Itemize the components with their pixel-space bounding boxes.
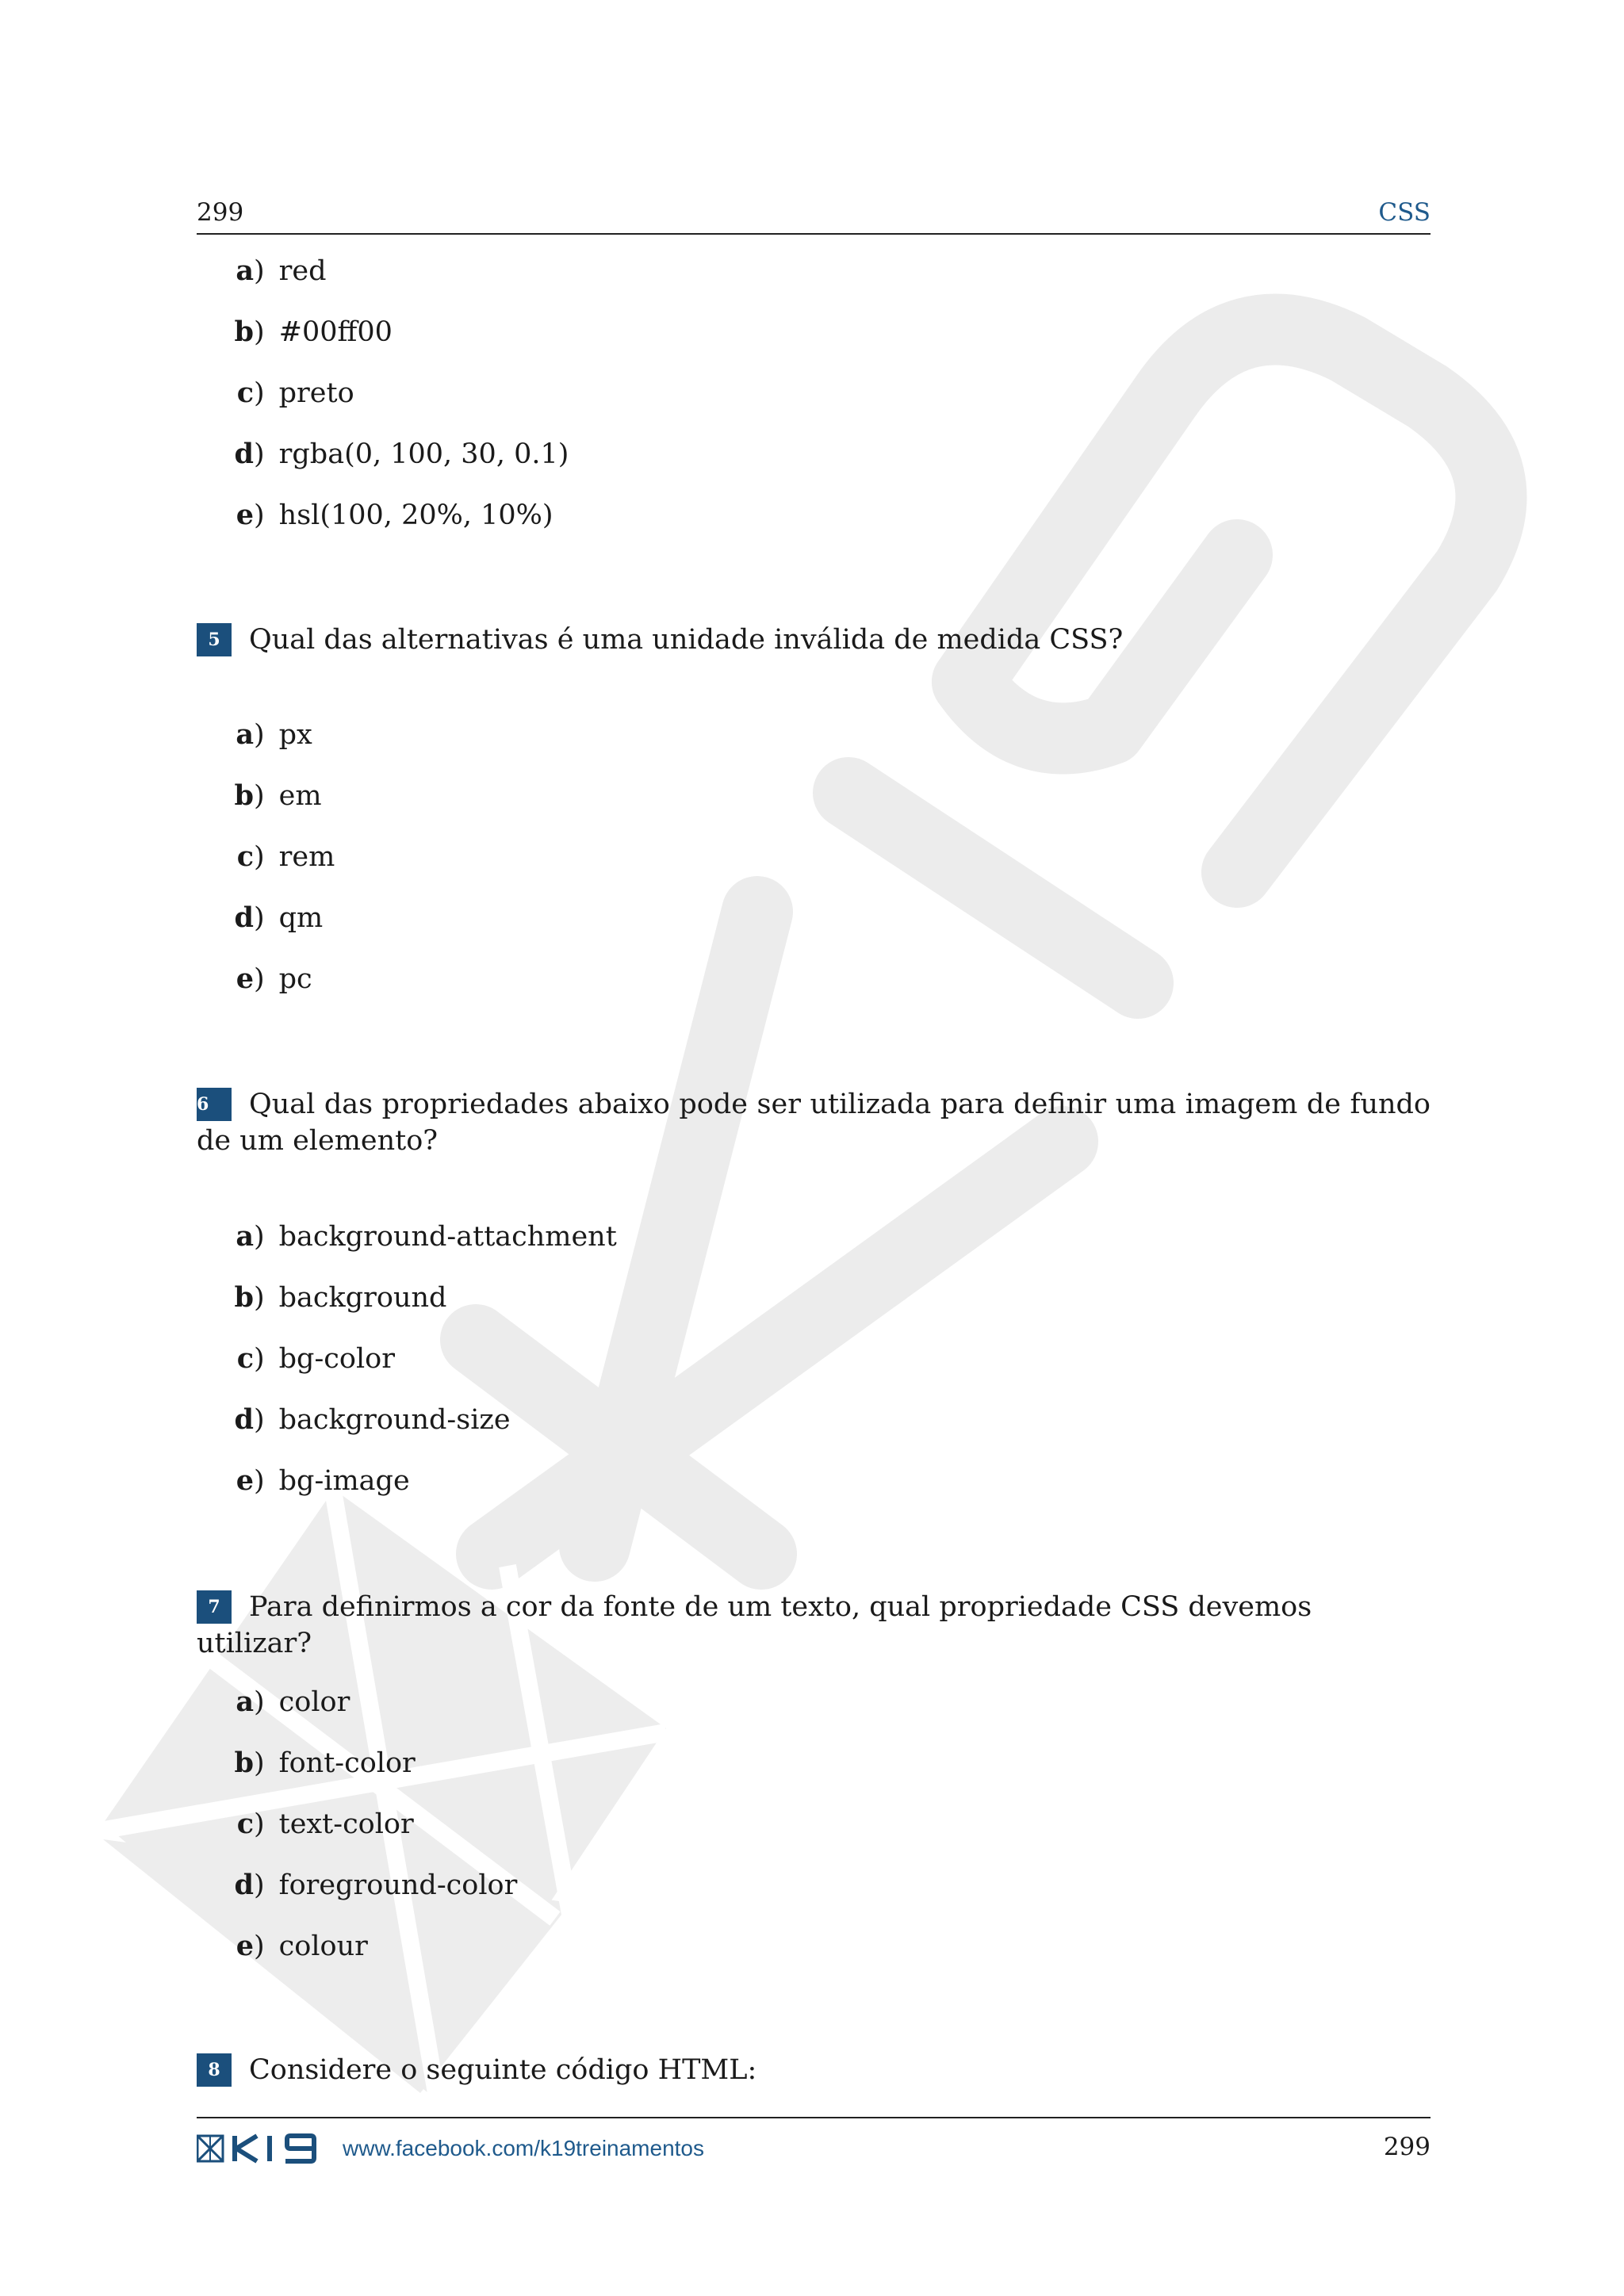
option-text: bg-image: [278, 1465, 410, 1497]
option-c: c) rem: [236, 840, 335, 873]
option-e: e) hsl(100, 20%, 10%): [236, 499, 553, 531]
k19-logo: [197, 2133, 320, 2164]
option-d: d) background-size: [234, 1403, 511, 1436]
option-a: a) red: [236, 254, 327, 287]
option-text: colour: [278, 1931, 368, 1962]
option-b: b) #00ff00: [234, 316, 393, 348]
option-d: d) rgba(0, 100, 30, 0.1): [234, 438, 569, 470]
option-text: em: [278, 780, 322, 812]
option-a: a) color: [236, 1686, 350, 1718]
option-text: background-attachment: [278, 1221, 617, 1253]
footer-page-number: 299: [1383, 2133, 1431, 2161]
option-text: qm: [278, 902, 324, 934]
footer-rule: [197, 2117, 1431, 2118]
option-text: bg-color: [278, 1343, 395, 1375]
question-number-badge: 7: [197, 1590, 232, 1624]
option-text: font-color: [278, 1747, 416, 1779]
option-d: d) qm: [234, 901, 324, 934]
question-5: [197, 622, 1431, 658]
question-text: Qual das propriedades abaixo pode ser utilizada para definir uma imagem de fundo de um elemento?: [197, 1089, 1431, 1157]
option-text: color: [278, 1686, 350, 1718]
header-chapter-title: CSS: [1378, 198, 1431, 227]
option-text: background: [278, 1282, 447, 1314]
option-text: background-size: [278, 1404, 511, 1436]
option-text: rem: [278, 841, 335, 873]
option-text: rgba(0, 100, 30, 0.1): [278, 438, 569, 470]
question-text: Para definirmos a cor da fonte de um texto, qual propriedade CSS devemos utilizar?: [197, 1591, 1312, 1659]
option-text: preto: [278, 377, 354, 409]
option-a: a) background-attachment: [236, 1220, 617, 1253]
header-rule: [197, 233, 1431, 235]
question-number-badge: 8: [197, 2053, 232, 2087]
option-d: d) foreground-color: [234, 1869, 518, 1901]
option-text: red: [278, 255, 327, 287]
question-text: Qual das alternativas é uma unidade inválida de medida CSS?: [249, 624, 1124, 656]
question-number-badge: 6: [197, 1088, 232, 1121]
option-text: hsl(100, 20%, 10%): [278, 499, 553, 531]
option-e: e) pc: [236, 962, 312, 995]
option-e: e) bg-image: [236, 1464, 410, 1497]
option-text: #00ff00: [278, 316, 393, 348]
option-c: c) text-color: [236, 1808, 414, 1840]
question-text: Considere o seguinte código HTML:: [249, 2054, 757, 2086]
option-c: c) bg-color: [236, 1342, 395, 1375]
question-7: [197, 1589, 1431, 1662]
question-8: [197, 2052, 1431, 2088]
header-page-number: 299: [197, 198, 244, 227]
option-text: pc: [278, 963, 312, 995]
option-text: px: [278, 719, 312, 751]
option-c: c) preto: [236, 377, 354, 409]
facebook-link[interactable]: www.facebook.com/k19treinamentos: [343, 2136, 704, 2160]
page-footer: [197, 2133, 1431, 2172]
option-text: foreground-color: [278, 1869, 518, 1901]
page-header: [197, 198, 1431, 235]
option-b: b) font-color: [234, 1747, 416, 1779]
option-text: text-color: [278, 1808, 414, 1840]
option-b: b) em: [234, 779, 322, 812]
question-6: [197, 1086, 1431, 1159]
option-e: e) colour: [236, 1930, 368, 1962]
option-b: b) background: [234, 1281, 447, 1314]
question-number-badge: 5: [197, 623, 232, 656]
option-a: a) px: [236, 718, 312, 751]
